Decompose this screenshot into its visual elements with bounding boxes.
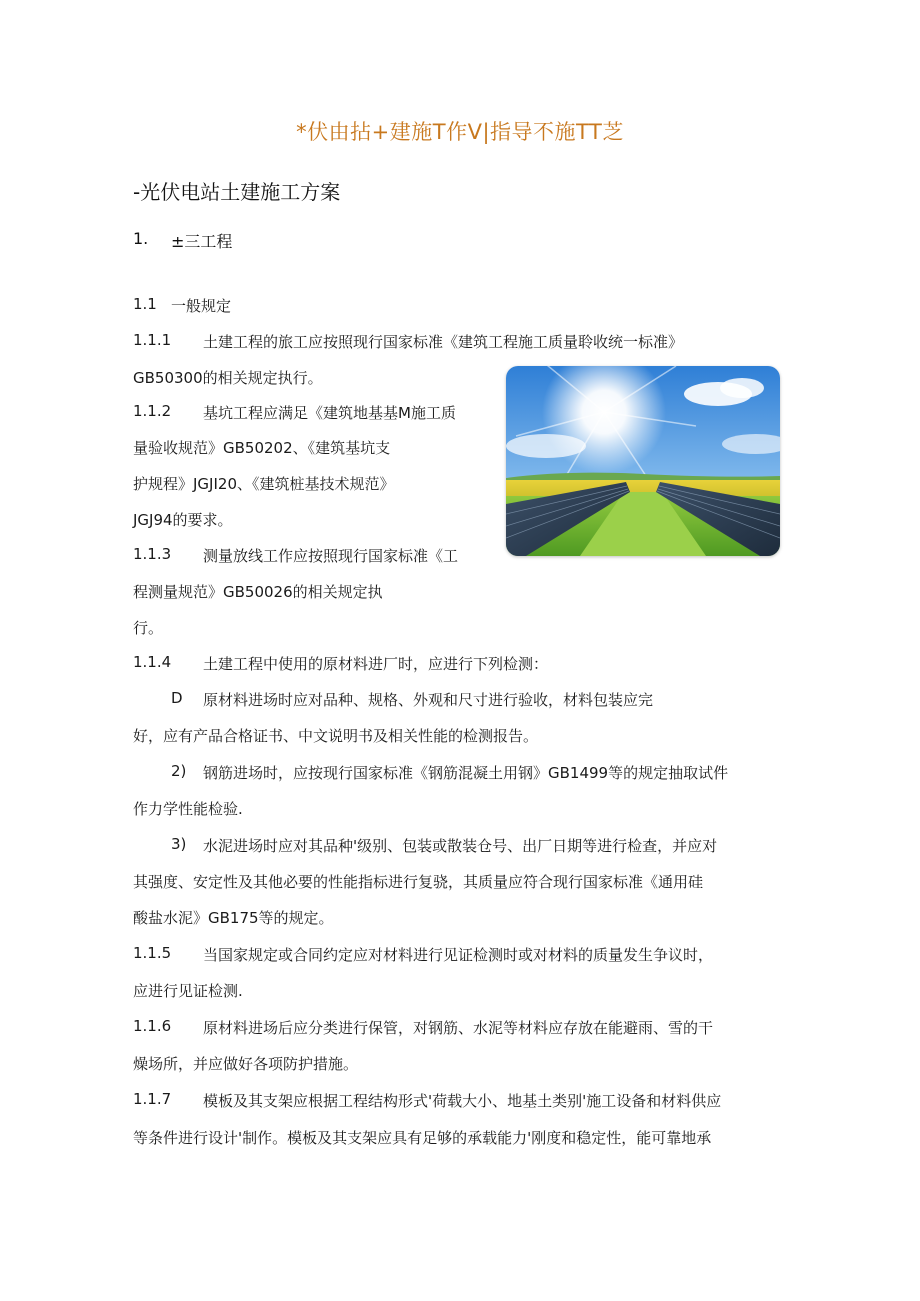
item-number: 1.1.5 bbox=[133, 944, 172, 962]
item-line: 原材料进场时应对品种、规格、外观和尺寸进行验收，材料包装应完 bbox=[203, 691, 654, 709]
item-line: JGJ94的要求。 bbox=[133, 511, 233, 529]
item-line: 燥场所，并应做好各项防护措施。 bbox=[133, 1055, 359, 1073]
solar-panels-photo bbox=[506, 366, 780, 556]
item-line: 钢筋进场时，应按现行国家标准《钢筋混凝土用钢》GB1499等的规定抽取试件 bbox=[203, 764, 729, 782]
item-line: 土建工程的旅工应按照现行国家标准《建筑工程施工质量聆收统一标准》 bbox=[203, 333, 684, 351]
item-line: 酸盐水泥》GB175等的规定。 bbox=[133, 909, 334, 927]
item-line: 模板及其支架应根据工程结构形式'荷载大小、地基土类别'施工设备和材料供应 bbox=[203, 1092, 722, 1110]
solar-field-illustration bbox=[506, 366, 780, 556]
item-line: 程测量规范》GB50026的相关规定执 bbox=[133, 583, 383, 601]
item-line: 原材料进场后应分类进行保管，对钢筋、水泥等材料应存放在能避雨、雪的干 bbox=[203, 1019, 714, 1037]
item-number: 1.1 bbox=[133, 295, 157, 313]
item-line: 水泥进场时应对其品种'级别、包装或散装仓号、出厂日期等进行检查，并应对 bbox=[203, 837, 718, 855]
item-line: 测量放线工作应按照现行国家标准《工 bbox=[203, 547, 459, 565]
item-number: 1.1.4 bbox=[133, 653, 172, 671]
item-line: 作力学性能检验. bbox=[133, 800, 243, 818]
item-line: 其强度、安定性及其他必要的性能指标进行复骁，其质量应符合现行国家标准《通用硅 bbox=[133, 873, 704, 891]
item-line: 好，应有产品合格证书、中文说明书及相关性能的检测报告。 bbox=[133, 727, 539, 745]
item-number: 1.1.7 bbox=[133, 1090, 172, 1108]
item-line: 土建工程中使用的原材料进厂时，应进行下列检测： bbox=[203, 655, 549, 673]
document-subtitle: -光伏电站土建施工方案 bbox=[133, 180, 341, 204]
item-number: 2) bbox=[171, 762, 187, 780]
item-number: 1.1.3 bbox=[133, 545, 172, 563]
item-line: 一般规定 bbox=[171, 297, 232, 315]
item-line: 护规程》JGJI20、《建筑桩基技术规范》 bbox=[133, 475, 395, 493]
item-number: D bbox=[171, 689, 183, 707]
item-line: 应进行见证检测. bbox=[133, 982, 243, 1000]
item-number: 1.1.1 bbox=[133, 331, 172, 349]
document-title: *伏由拈+建施T作V|指导不施TT芝 bbox=[296, 120, 624, 144]
item-line: 等条件进行设计'制作。模板及其支架应具有足够的承载能力'刚度和稳定性，能可靠地承 bbox=[133, 1129, 712, 1147]
section-label: ±三工程 bbox=[171, 232, 233, 251]
item-line: GB50300的相关规定执行。 bbox=[133, 369, 323, 387]
item-line: 当国家规定或合同约定应对材料进行见证检测时或对材料的质量发生争议时， bbox=[203, 946, 714, 964]
item-line: 量验收规范》GB50202、《建筑基坑支 bbox=[133, 439, 391, 457]
item-line: 行。 bbox=[133, 619, 164, 637]
item-line: 基坑工程应满足《建筑地基基M施工质 bbox=[203, 404, 456, 422]
section-number: 1. bbox=[133, 229, 149, 248]
item-number: 3) bbox=[171, 835, 187, 853]
item-number: 1.1.6 bbox=[133, 1017, 172, 1035]
item-number: 1.1.2 bbox=[133, 402, 172, 420]
